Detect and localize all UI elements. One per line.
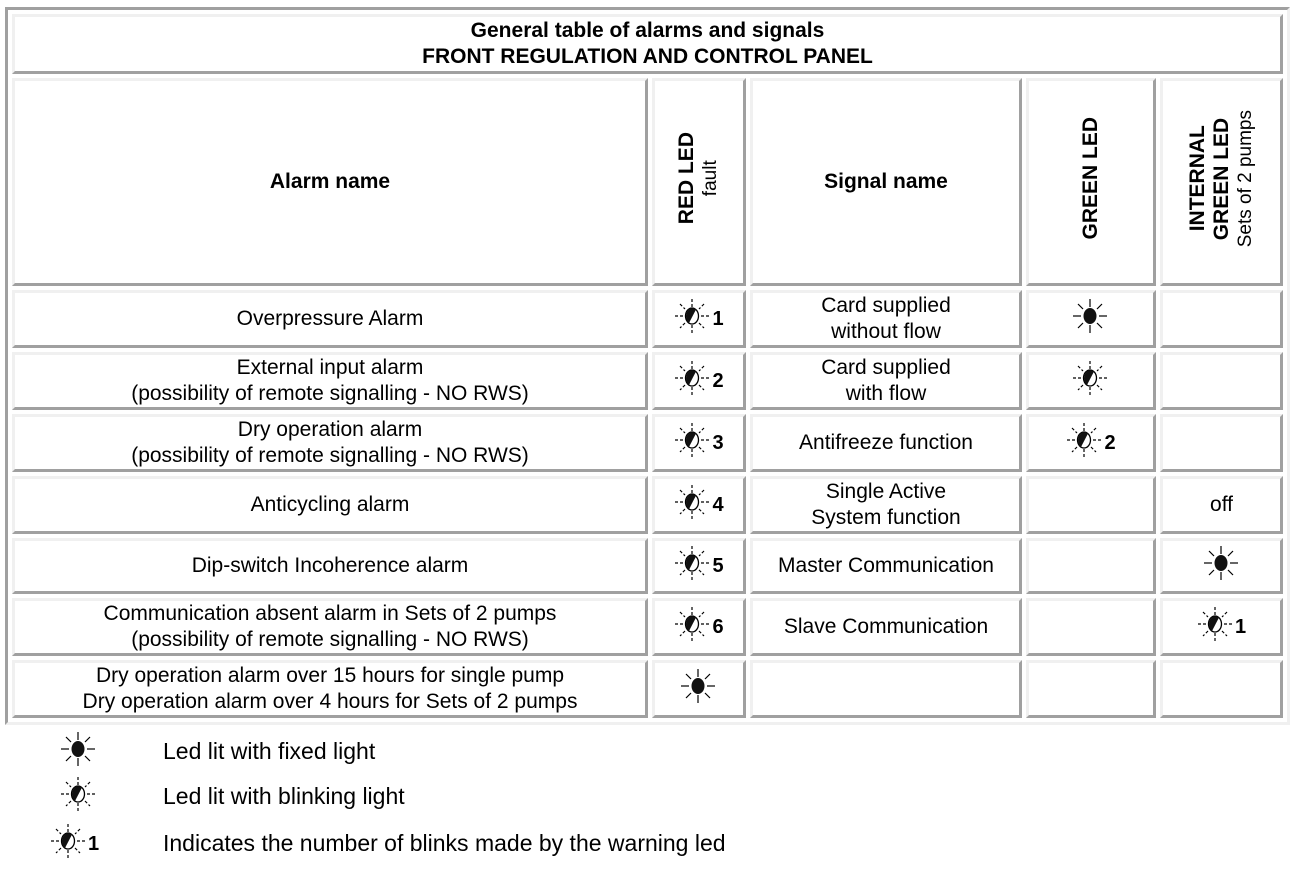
signal-name-cell bbox=[750, 660, 1022, 718]
red-led-cell bbox=[652, 352, 746, 410]
green-led-cell bbox=[1026, 352, 1156, 410]
signal-name-2: System function bbox=[811, 506, 961, 529]
red-led-indicator bbox=[674, 484, 723, 527]
internal-l2: GREEN LED bbox=[1209, 117, 1233, 240]
blink-count: 1 bbox=[712, 308, 724, 330]
led-blinking-icon bbox=[674, 298, 710, 341]
header-signal-name: Signal name bbox=[750, 78, 1022, 286]
green-led-cell bbox=[1026, 538, 1156, 594]
internal-l1: INTERNAL bbox=[1185, 125, 1209, 232]
table-row bbox=[12, 476, 1283, 534]
signal-name-cell bbox=[750, 352, 1022, 410]
green-led-indicator bbox=[1066, 422, 1115, 465]
table-row bbox=[12, 414, 1283, 472]
internal-sub: Sets of 2 pumps bbox=[1234, 109, 1256, 248]
internal-led-cell bbox=[1160, 476, 1283, 534]
alarm-name-cell bbox=[12, 290, 648, 348]
internal-led-cell bbox=[1160, 414, 1283, 472]
legend-text: Indicates the number of blinks made by the warning led bbox=[163, 830, 726, 856]
led-blinking-icon bbox=[50, 823, 86, 865]
alarm-note: (possibility of remote signalling - NO RWS) bbox=[131, 444, 529, 467]
led-blinking-icon bbox=[674, 545, 710, 588]
blink-count: 6 bbox=[712, 616, 724, 638]
led-blinking-icon bbox=[674, 360, 710, 403]
header-alarm-name: Alarm name bbox=[12, 78, 648, 286]
green-led-cell bbox=[1026, 660, 1156, 718]
red-led-indicator bbox=[674, 422, 723, 465]
internal-led-cell bbox=[1160, 290, 1283, 348]
signal-name-cell bbox=[750, 414, 1022, 472]
alarm-name: External input alarm bbox=[236, 356, 424, 379]
red-led-cell bbox=[652, 290, 746, 348]
internal-led-cell bbox=[1160, 538, 1283, 594]
table-row bbox=[12, 598, 1283, 656]
red-led-cell bbox=[652, 660, 746, 718]
red-led-indicator bbox=[674, 298, 723, 341]
header-red-led bbox=[652, 78, 746, 286]
green-led-indicator bbox=[1072, 298, 1110, 341]
legend-icon bbox=[50, 823, 99, 865]
table-row bbox=[12, 538, 1283, 594]
green-led-cell bbox=[1026, 598, 1156, 656]
table-row bbox=[12, 352, 1283, 410]
title-line2: FRONT REGULATION AND CONTROL PANEL bbox=[422, 45, 873, 68]
signal-name-2: without flow bbox=[831, 320, 941, 343]
signal-name: Slave Communication bbox=[783, 615, 989, 638]
led-fixed-icon bbox=[1072, 298, 1108, 341]
signal-name-cell bbox=[750, 598, 1022, 656]
red-led-indicator bbox=[680, 668, 718, 711]
header-green-led bbox=[1026, 78, 1156, 286]
red-led-cell bbox=[652, 476, 746, 534]
green-led-cell bbox=[1026, 414, 1156, 472]
alarm-name-cell bbox=[12, 538, 648, 594]
legend-text: Led lit with fixed light bbox=[163, 738, 376, 764]
alarm-name-cell bbox=[12, 414, 648, 472]
signal-name: Master Communication bbox=[778, 554, 994, 577]
blink-count: 2 bbox=[712, 370, 724, 392]
signal-name-cell bbox=[750, 476, 1022, 534]
red-led-indicator bbox=[674, 545, 723, 588]
led-fixed-icon bbox=[60, 731, 96, 773]
red-led-cell bbox=[652, 538, 746, 594]
legend-icon bbox=[60, 776, 98, 818]
led-blinking-icon bbox=[674, 484, 710, 527]
blink-count: 2 bbox=[1104, 432, 1116, 454]
signal-name: Single Active bbox=[825, 480, 947, 503]
internal-led-cell bbox=[1160, 352, 1283, 410]
alarm-name: Anticycling alarm bbox=[250, 493, 410, 516]
alarm-name-cell bbox=[12, 660, 648, 718]
internal-led-cell bbox=[1160, 598, 1283, 656]
alarm-name: Dry operation alarm bbox=[237, 418, 423, 441]
led-blinking-icon bbox=[1197, 606, 1233, 649]
legend-icon bbox=[60, 731, 98, 773]
led-blinking-icon bbox=[1072, 360, 1108, 403]
title-line1: General table of alarms and signals bbox=[470, 19, 825, 42]
table-title bbox=[12, 14, 1283, 74]
table-row bbox=[12, 290, 1283, 348]
alarm-name: Communication absent alarm in Sets of 2 pumps bbox=[103, 602, 557, 625]
internal-led-indicator bbox=[1197, 606, 1246, 649]
blink-count: 1 bbox=[88, 832, 100, 855]
alarms-signals-table bbox=[5, 7, 1290, 725]
led-blinking-icon bbox=[674, 606, 710, 649]
internal-led-cell bbox=[1160, 660, 1283, 718]
led-blinking-icon bbox=[674, 422, 710, 465]
internal-led-indicator bbox=[1203, 545, 1241, 588]
signal-name-cell bbox=[750, 290, 1022, 348]
red-led-label: RED LED bbox=[675, 132, 698, 225]
red-led-cell bbox=[652, 598, 746, 656]
green-led-indicator bbox=[1072, 360, 1110, 403]
alarm-name-cell bbox=[12, 352, 648, 410]
blink-count: 3 bbox=[712, 432, 724, 454]
green-led-cell bbox=[1026, 290, 1156, 348]
led-blinking-icon bbox=[60, 776, 96, 818]
red-led-sub: fault bbox=[700, 160, 721, 197]
red-led-indicator bbox=[674, 360, 723, 403]
alarm-note: Dry operation alarm over 4 hours for Sets of 2 pumps bbox=[82, 690, 578, 713]
legend-text: Led lit with blinking light bbox=[163, 783, 405, 809]
alarm-name: Dip-switch Incoherence alarm bbox=[191, 554, 469, 577]
alarm-note: (possibility of remote signalling - NO RWS) bbox=[131, 382, 529, 405]
led-fixed-icon bbox=[680, 668, 716, 711]
alarm-name: Dry operation alarm over 15 hours for single pump bbox=[95, 664, 565, 687]
internal-led-state: off bbox=[1210, 493, 1233, 516]
table-row bbox=[12, 660, 1283, 718]
header-internal-green-led bbox=[1160, 78, 1283, 286]
alarm-name-cell bbox=[12, 598, 648, 656]
led-fixed-icon bbox=[1203, 545, 1239, 588]
signal-name-2: with flow bbox=[845, 382, 927, 405]
green-led-label: GREEN LED bbox=[1079, 117, 1102, 240]
signal-name: Antifreeze function bbox=[799, 431, 973, 454]
signal-name-cell bbox=[750, 538, 1022, 594]
green-led-cell bbox=[1026, 476, 1156, 534]
signal-name: Card supplied bbox=[821, 356, 951, 379]
led-blinking-icon bbox=[1066, 422, 1102, 465]
red-led-cell bbox=[652, 414, 746, 472]
blink-count: 5 bbox=[712, 555, 724, 577]
blink-count: 4 bbox=[712, 494, 724, 516]
signal-name: Card supplied bbox=[821, 294, 951, 317]
alarm-note: (possibility of remote signalling - NO RWS) bbox=[131, 628, 529, 651]
blink-count: 1 bbox=[1234, 616, 1247, 638]
red-led-indicator bbox=[674, 606, 723, 649]
alarm-name: Overpressure Alarm bbox=[236, 307, 424, 330]
alarm-name-cell bbox=[12, 476, 648, 534]
